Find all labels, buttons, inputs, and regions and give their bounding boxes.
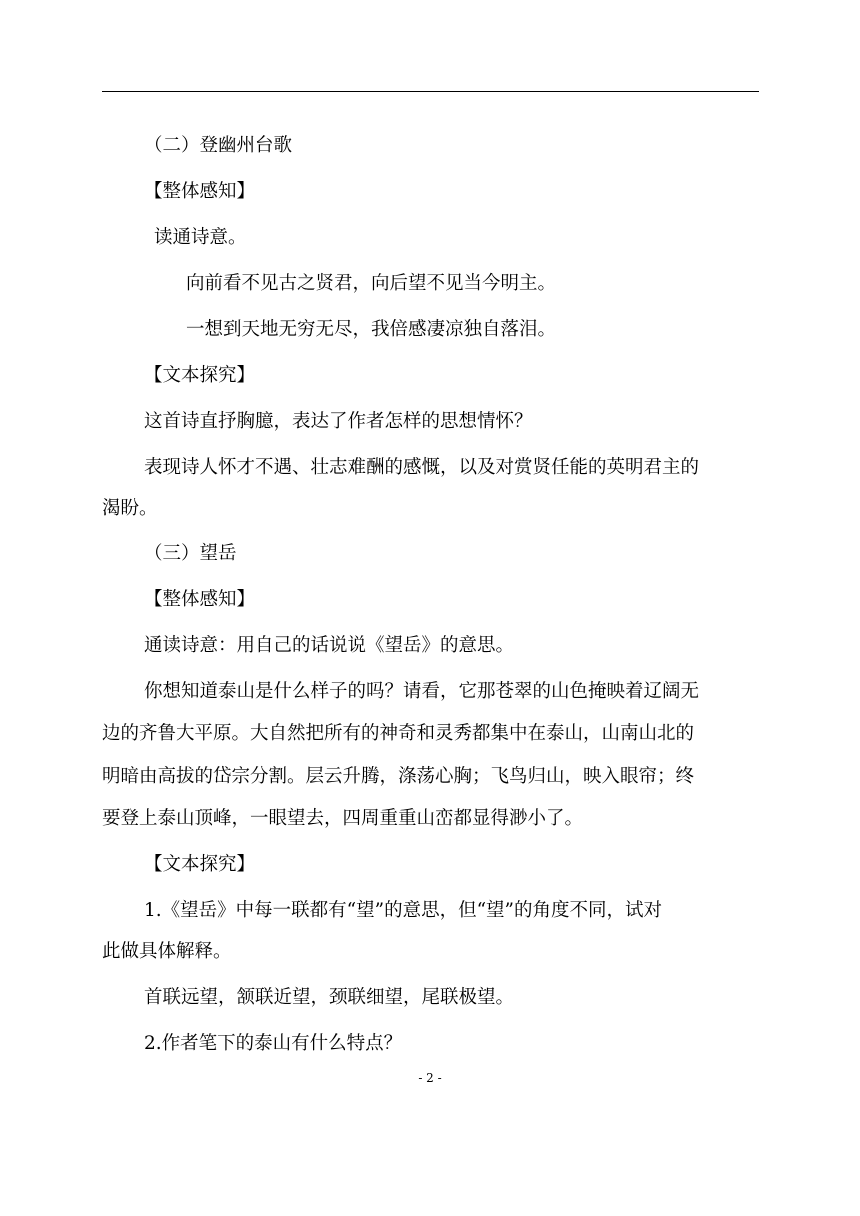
paragraph-line: 要登上泰山顶峰，一眼望去，四周重重山峦都显得渺小了。 [102, 808, 584, 829]
question-line: 这首诗直抒胸臆，表达了作者怎样的思想情怀？ [144, 411, 533, 432]
paragraph-line: 你想知道泰山是什么样子的吗？请看，它那苍翠的山色掩映着辽阔无 [144, 681, 700, 702]
page-number: - 2 - [418, 1071, 442, 1085]
header-rule [102, 91, 759, 92]
question-line: 2.作者笔下的泰山有什么特点？ [144, 1033, 403, 1054]
poem-translation-line: 一想到天地无穷无尽，我倍感凄凉独自落泪。 [186, 319, 557, 340]
question-line: 此做具体解释。 [102, 941, 232, 962]
question-line: 1.《望岳》中每一联都有“望”的意思，但“望”的角度不同，试对 [144, 900, 662, 921]
paragraph-line: 渴盼。 [102, 498, 158, 519]
section-heading-deng-youzhou: （二）登幽州台歌 [144, 135, 293, 156]
paragraph-line: 通读诗意：用自己的话说说《望岳》的意思。 [144, 635, 515, 656]
paragraph-line: 读通诗意。 [154, 227, 247, 248]
paragraph-line: 表现诗人怀才不遇、壮志难酬的感慨，以及对赏贤任能的英明君主的 [144, 457, 700, 478]
poem-translation-line: 向前看不见古之贤君，向后望不见当今明主。 [186, 273, 557, 294]
section-heading-wang-yue: （三）望岳 [144, 543, 237, 564]
answer-line: 首联远望，颔联近望，颈联细望，尾联极望。 [144, 987, 515, 1008]
paragraph-line: 边的齐鲁大平原。大自然把所有的神奇和灵秀都集中在泰山，山南山北的 [102, 723, 695, 744]
subheading-overall-perception: 【整体感知】 [144, 589, 256, 610]
subheading-text-exploration: 【文本探究】 [144, 854, 256, 875]
subheading-overall-perception: 【整体感知】 [144, 181, 256, 202]
subheading-text-exploration: 【文本探究】 [144, 365, 256, 386]
paragraph-line: 明暗由高拔的岱宗分割。层云升腾，涤荡心胸；飞鸟归山，映入眼帘；终 [102, 766, 695, 787]
